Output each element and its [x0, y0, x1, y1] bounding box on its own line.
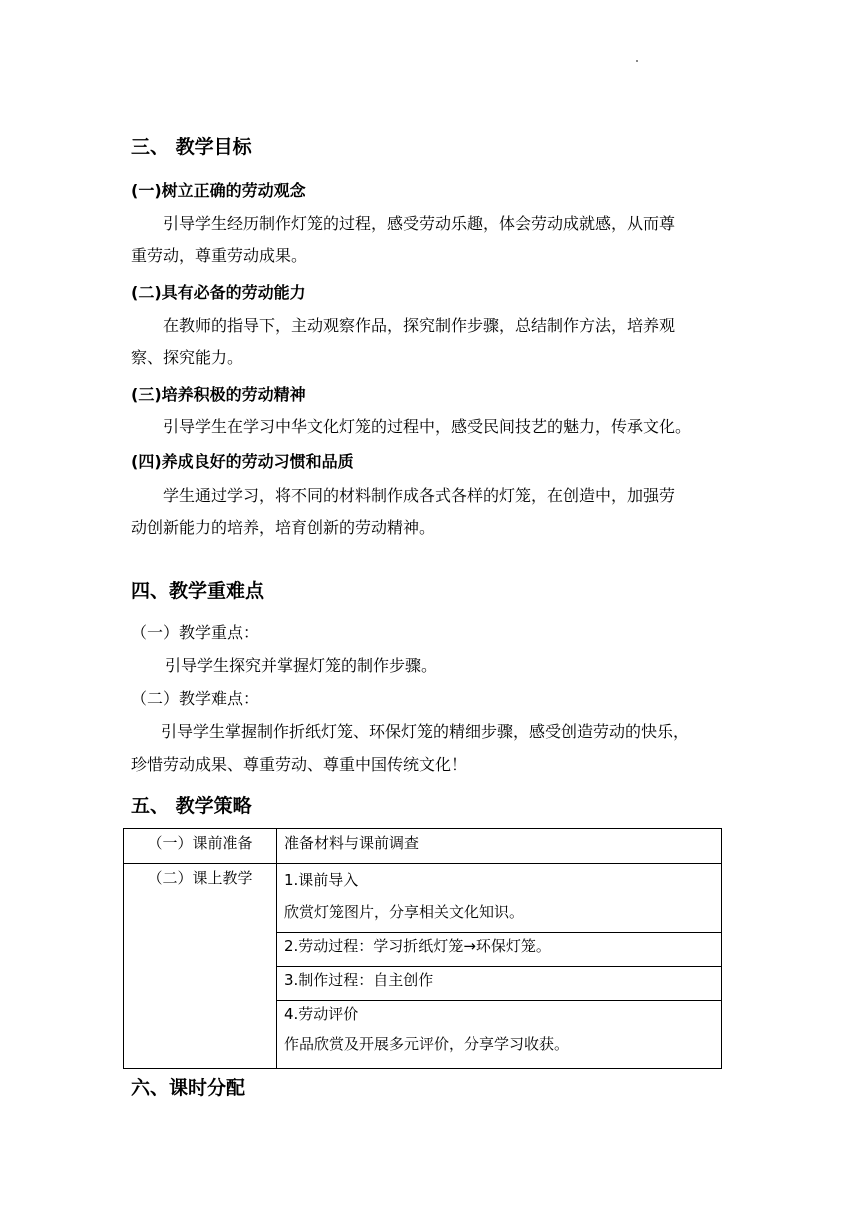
prep-content: 准备材料与课前调查: [284, 834, 420, 852]
row-content: [277, 829, 722, 864]
goal-2-line-2: 察、探究能力。: [131, 348, 244, 367]
row-content: [277, 1001, 722, 1069]
goal-4-heading: (四)养成良好的劳动习惯和品质: [131, 452, 354, 471]
step-2-text: 2.劳动过程：学习折纸灯笼→环保灯笼。: [284, 937, 551, 955]
step-4-title: 4.劳动评价: [284, 1005, 359, 1023]
difficulty-line-2: 珍惜劳动成果、尊重劳动、尊重中国传统文化！: [131, 755, 468, 774]
goal-2-line-1: 在教师的指导下，主动观察作品，探究制作步骤，总结制作方法，培养观: [163, 316, 676, 335]
step-4-text: 作品欣赏及开展多元评价，分享学习收获。: [284, 1035, 570, 1053]
difficulty-label: （二）教学难点：: [131, 689, 260, 708]
goal-1-line-2: 重劳动，尊重劳动成果。: [131, 246, 308, 265]
goal-3-line-1: 引导学生在学习中华文化灯笼的过程中，感受民间技艺的魅力，传承文化。: [163, 417, 692, 436]
key-point-label: （一）教学重点：: [131, 623, 260, 642]
table-row: [124, 864, 722, 933]
table-row: [124, 829, 722, 864]
strategy-table: [123, 828, 722, 1069]
goal-1-line-1: 引导学生经历制作灯笼的过程，感受劳动乐趣，体会劳动成就感，从而尊: [163, 214, 676, 233]
key-point-text: 引导学生探究并掌握灯笼的制作步骤。: [165, 656, 438, 675]
goal-3-heading: (三)培养积极的劳动精神: [131, 385, 306, 404]
difficulty-line-1: 引导学生掌握制作折纸灯笼、环保灯笼的精细步骤，感受创造劳动的快乐，: [161, 722, 690, 741]
step-1-title: 1.课前导入: [284, 871, 359, 889]
row-content: [277, 933, 722, 967]
section-3-title: 三、 教学目标: [131, 136, 252, 158]
section-6-title: 六、课时分配: [131, 1077, 246, 1099]
row-label: （二）课上教学: [124, 864, 277, 1069]
goal-1-heading: (一)树立正确的劳动观念: [131, 181, 306, 200]
goal-4-line-1: 学生通过学习，将不同的材料制作成各式各样的灯笼，在创造中，加强劳: [163, 486, 676, 505]
step-3-text: 3.制作过程：自主创作: [284, 971, 434, 989]
row-label: （一）课前准备: [124, 829, 277, 864]
goal-4-line-2: 动创新能力的培养，培育创新的劳动精神。: [131, 518, 436, 537]
row-content: [277, 864, 722, 933]
step-1-text: 欣赏灯笼图片，分享相关文化知识。: [284, 903, 525, 921]
goal-2-heading: (二)具有必备的劳动能力: [131, 283, 306, 302]
section-4-title: 四、教学重难点: [131, 580, 265, 602]
page-dot: [636, 60, 638, 62]
section-5-title: 五、 教学策略: [131, 795, 252, 817]
row-content: [277, 967, 722, 1001]
